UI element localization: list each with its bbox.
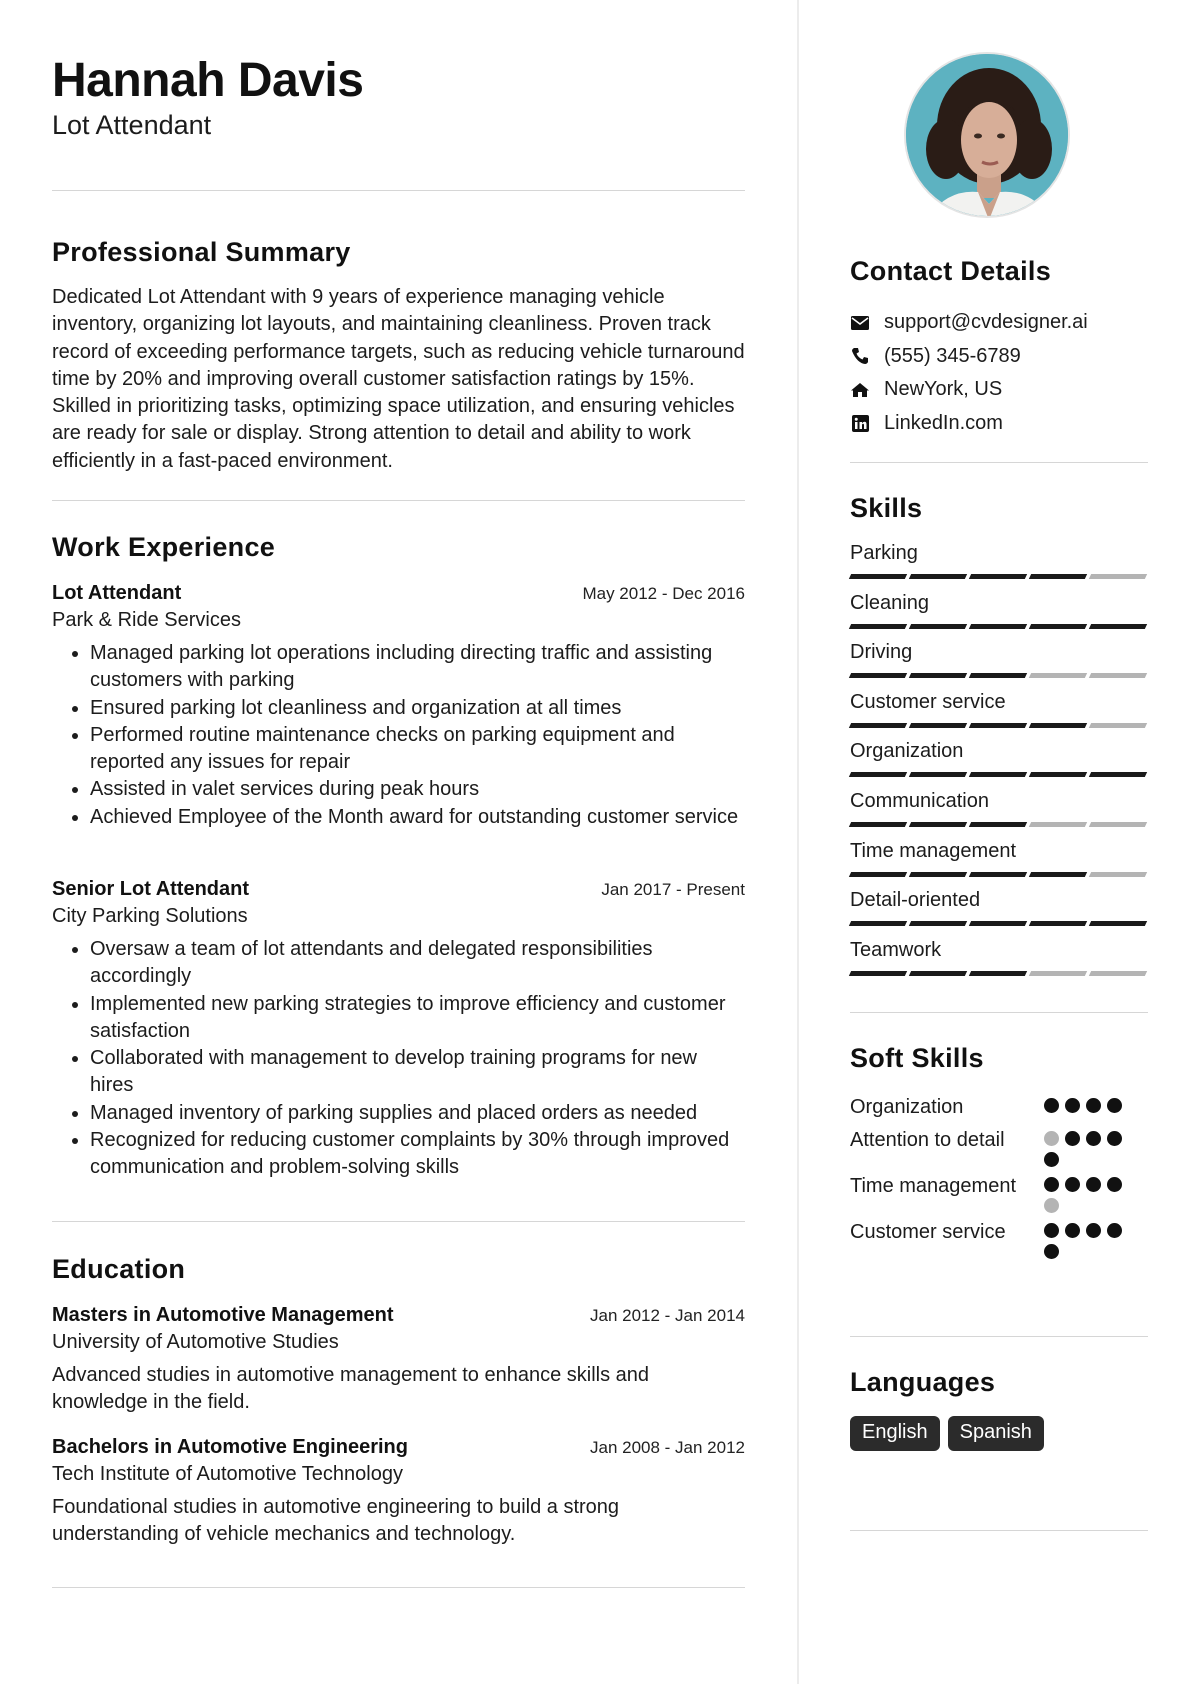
divider (52, 190, 745, 191)
skill-level-segment (909, 574, 967, 579)
skill-level-segment (849, 872, 907, 877)
education-dates: Jan 2008 - Jan 2012 (589, 1438, 745, 1457)
skill-level-segment (849, 971, 907, 976)
summary-title: Professional Summary (52, 237, 351, 267)
skill-level-segment (1089, 723, 1147, 728)
skill-level-segment (1089, 772, 1147, 777)
contact-linkedin[interactable] (850, 407, 1148, 441)
school: Tech Institute of Automotive Technology (52, 1463, 403, 1485)
skill-level-segment (969, 624, 1027, 629)
skill-level-segment (909, 772, 967, 777)
skill-level-bar (850, 971, 1148, 976)
rating-dot (1044, 1098, 1059, 1113)
skill-level-segment (969, 673, 1027, 678)
skill-level-segment (1029, 772, 1087, 777)
skills-list (850, 540, 1148, 986)
skill-name: Communication (850, 789, 989, 812)
language-badge: English (850, 1416, 940, 1451)
education-dates: Jan 2012 - Jan 2014 (589, 1306, 745, 1325)
skill-level-segment (909, 723, 967, 728)
job-bullets (52, 640, 745, 831)
job-entry (52, 582, 745, 831)
skill-level-bar (850, 921, 1148, 926)
summary-text: Dedicated Lot Attendant with 9 years of experience managing vehicle inventory, organizing lot layouts, and maintaining cleanliness. Proven track record of exceeding performance targets, such as reducing vehicle turnaround time by 20% and improving overall customer satisfaction ratings by 15%. Skilled in prioritizing tasks, optimizing space utilization, and ensuring vehicles are ready for sale or display. Strong attention to detail and ability to work efficiently in a fast-paced environment. (52, 286, 745, 472)
skill-name: Teamwork (850, 938, 942, 961)
soft-skill-item (850, 1173, 1148, 1213)
job-bullet: • Recognized for reducing customer complaints by 30% through improved communication and problem-solving skills (90, 1127, 745, 1182)
home-icon (850, 380, 870, 400)
soft-skill-rating (1044, 1127, 1126, 1167)
job-bullet: • Managed inventory of parking supplies and placed orders as needed (90, 1100, 745, 1127)
job-dates: Jan 2017 - Present (601, 880, 745, 899)
contact-list (850, 306, 1148, 440)
school: University of Automotive Studies (52, 1331, 339, 1353)
skill-item (850, 738, 1148, 788)
contact-email-text: support@cvdesigner.ai (884, 311, 1088, 334)
degree: Bachelors in Automotive Engineering (52, 1436, 408, 1458)
soft-skill-rating (1044, 1094, 1126, 1113)
job-bullet: • Achieved Employee of the Month award for outstanding customer service (90, 804, 745, 831)
job-bullet: • Managed parking lot operations including directing traffic and assisting customers with parking (90, 640, 745, 695)
divider (52, 500, 745, 501)
column-divider (797, 0, 799, 1684)
rating-dot (1107, 1223, 1122, 1238)
rating-dot (1044, 1244, 1059, 1259)
rating-dot (1065, 1131, 1080, 1146)
rating-dot (1065, 1177, 1080, 1192)
skill-level-segment (1089, 822, 1147, 827)
education-title: Education (52, 1254, 186, 1284)
skill-level-segment (849, 673, 907, 678)
skill-item (850, 590, 1148, 640)
skill-level-segment (909, 872, 967, 877)
skill-level-bar (850, 772, 1148, 777)
skill-level-segment (1089, 673, 1147, 678)
divider (52, 1221, 745, 1222)
skill-level-segment (849, 921, 907, 926)
rating-dot (1086, 1177, 1101, 1192)
profile-photo (904, 52, 1070, 218)
education-description: Foundational studies in automotive engineering to build a strong understanding of vehicle mechanics and technology. (52, 1496, 620, 1546)
rating-dot (1107, 1098, 1122, 1113)
contact-phone[interactable] (850, 340, 1148, 374)
languages-title: Languages (850, 1367, 996, 1397)
rating-dot (1086, 1098, 1101, 1113)
education-description: Advanced studies in automotive management to enhance skills and knowledge in the field. (52, 1364, 650, 1414)
skill-level-segment (969, 772, 1027, 777)
skill-level-segment (969, 822, 1027, 827)
rating-dot (1107, 1131, 1122, 1146)
rating-dot (1107, 1177, 1122, 1192)
soft-skill-name: Attention to detail (850, 1129, 1005, 1151)
skill-level-segment (1029, 673, 1087, 678)
skill-level-segment (1089, 971, 1147, 976)
skill-level-bar (850, 872, 1148, 877)
skills-title: Skills (850, 493, 923, 523)
skill-name: Cleaning (850, 591, 929, 614)
skill-level-bar (850, 822, 1148, 827)
skill-name: Time management (850, 839, 1016, 862)
job-role: Lot Attendant (52, 582, 182, 604)
skill-level-segment (1089, 921, 1147, 926)
rating-dot (1044, 1198, 1059, 1213)
soft-skill-item (850, 1127, 1148, 1167)
education-entry (52, 1436, 745, 1549)
languages-list (850, 1416, 1044, 1451)
skill-level-segment (1089, 574, 1147, 579)
skill-level-bar (850, 723, 1148, 728)
skill-level-segment (849, 574, 907, 579)
contact-phone-text: (555) 345-6789 (884, 344, 1021, 367)
soft-skill-name: Customer service (850, 1221, 1006, 1243)
skill-level-segment (1089, 872, 1147, 877)
rating-dot (1086, 1131, 1101, 1146)
rating-dot (1044, 1131, 1059, 1146)
job-title: Lot Attendant (52, 110, 212, 140)
skill-level-segment (1029, 822, 1087, 827)
rating-dot (1065, 1223, 1080, 1238)
envelope-icon (850, 313, 870, 333)
skill-level-segment (909, 822, 967, 827)
divider (850, 1530, 1148, 1531)
job-dates: May 2012 - Dec 2016 (582, 584, 745, 603)
language-badge: Spanish (948, 1416, 1044, 1451)
skill-level-segment (1029, 624, 1087, 629)
divider (850, 462, 1148, 463)
soft-skill-rating (1044, 1219, 1126, 1259)
skill-level-segment (1029, 921, 1087, 926)
skill-level-segment (909, 673, 967, 678)
candidate-name: Hannah Davis (52, 54, 364, 107)
skill-name: Parking (850, 542, 918, 564)
skill-level-segment (909, 921, 967, 926)
soft-skill-rating (1044, 1173, 1126, 1213)
skill-name: Detail-oriented (850, 889, 981, 912)
soft-skill-item (850, 1094, 1148, 1121)
skill-level-segment (849, 772, 907, 777)
divider (850, 1336, 1148, 1337)
soft-skills-list (850, 1094, 1148, 1259)
skill-level-segment (1089, 624, 1147, 629)
skill-item (850, 838, 1148, 888)
rating-dot (1086, 1223, 1101, 1238)
job-entry (52, 878, 745, 1182)
skill-level-segment (969, 971, 1027, 976)
rating-dot (1044, 1223, 1059, 1238)
skill-level-segment (1029, 872, 1087, 877)
skill-item (850, 937, 1148, 987)
contact-email[interactable] (850, 306, 1148, 340)
skill-level-segment (849, 723, 907, 728)
contact-location-text: NewYork, US (884, 378, 1003, 401)
job-bullet: • Oversaw a team of lot attendants and delegated responsibilities accordingly (90, 936, 745, 991)
contact-location (850, 373, 1148, 407)
skill-item (850, 887, 1148, 937)
skill-level-segment (969, 574, 1027, 579)
experience-title: Work Experience (52, 532, 276, 562)
soft-skill-name: Organization (850, 1096, 964, 1118)
skill-name: Driving (850, 641, 913, 664)
skill-level-segment (969, 921, 1027, 926)
job-bullet: • Assisted in valet services during peak hours (90, 776, 745, 803)
rating-dot (1044, 1177, 1059, 1192)
job-bullet: • Ensured parking lot cleanliness and organization at all times (90, 695, 745, 722)
skill-level-segment (909, 971, 967, 976)
rating-dot (1065, 1098, 1080, 1113)
degree: Masters in Automotive Management (52, 1304, 394, 1326)
divider (850, 1012, 1148, 1013)
education-entry (52, 1304, 745, 1417)
job-role: Senior Lot Attendant (52, 878, 250, 900)
skill-item (850, 639, 1148, 689)
job-bullets (52, 936, 745, 1182)
skill-level-segment (909, 624, 967, 629)
skill-level-segment (1029, 723, 1087, 728)
soft-skill-item (850, 1219, 1148, 1259)
skill-level-segment (1029, 971, 1087, 976)
contact-linkedin-text: LinkedIn.com (884, 411, 1003, 434)
soft-skill-name: Time management (850, 1175, 1016, 1197)
skill-name: Organization (850, 740, 964, 763)
job-company: Park & Ride Services (52, 609, 241, 631)
skill-level-segment (849, 822, 907, 827)
skill-item (850, 540, 1148, 590)
job-bullet: • Collaborated with management to develop training programs for new hires (90, 1045, 745, 1100)
linkedin-icon (850, 413, 870, 433)
portrait-image (906, 54, 1070, 218)
rating-dot (1044, 1152, 1059, 1167)
soft-skills-title: Soft Skills (850, 1043, 984, 1073)
skill-item (850, 788, 1148, 838)
skill-level-segment (969, 872, 1027, 877)
skill-level-segment (969, 723, 1027, 728)
skill-level-bar (850, 574, 1148, 579)
skill-name: Customer service (850, 690, 1006, 713)
skill-level-segment (1029, 574, 1087, 579)
job-bullet: • Implemented new parking strategies to improve efficiency and customer satisfaction (90, 991, 745, 1046)
divider (52, 1587, 745, 1588)
contact-title: Contact Details (850, 256, 1052, 286)
job-bullet: • Performed routine maintenance checks on parking equipment and reported any issues for repair (90, 722, 745, 777)
skill-level-bar (850, 624, 1148, 629)
skill-level-bar (850, 673, 1148, 678)
phone-icon (850, 346, 870, 366)
skill-level-segment (849, 624, 907, 629)
skill-item (850, 689, 1148, 739)
job-company: City Parking Solutions (52, 905, 248, 927)
